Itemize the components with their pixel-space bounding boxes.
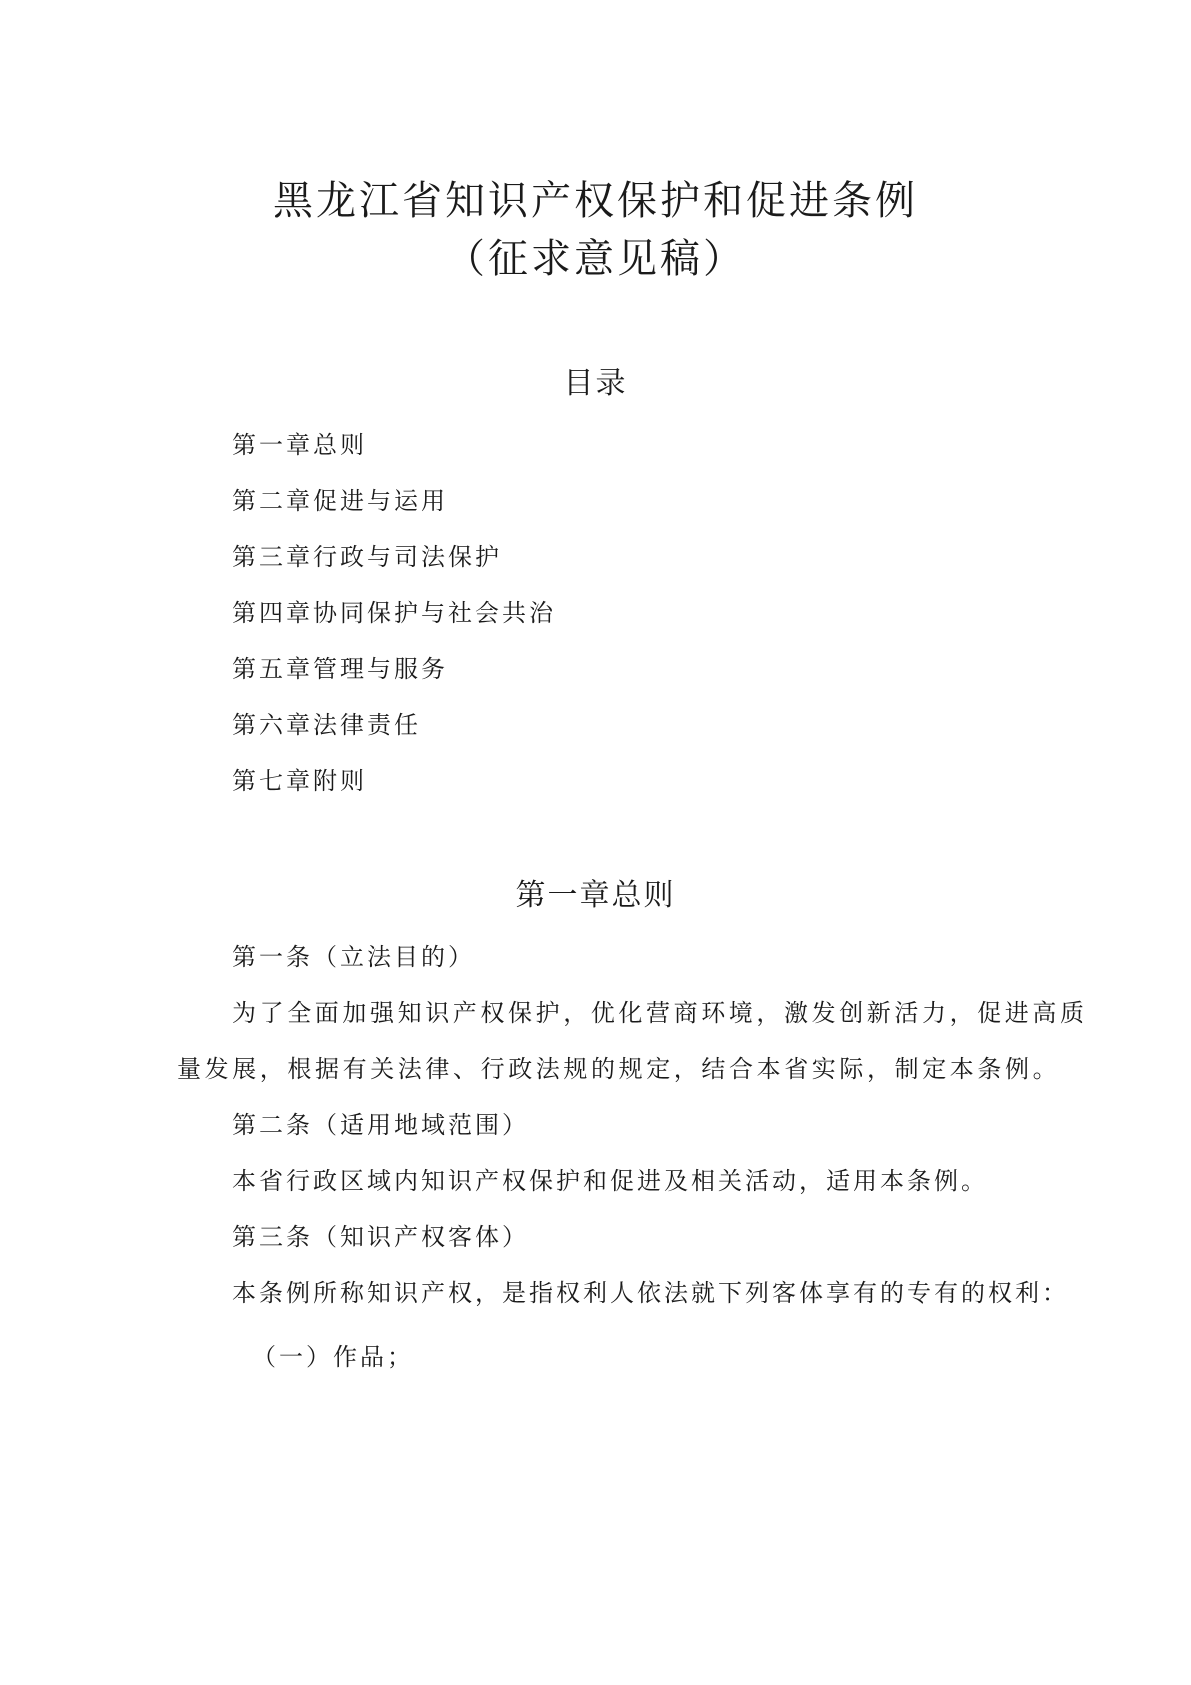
article-1-line-2: 量发展，根据有关法律、行政法规的规定，结合本省实际，制定本条例。 [177, 1055, 1061, 1083]
document-subtitle: （征求意见稿） [445, 236, 746, 282]
chapter-1-heading: 第一章总则 [515, 878, 676, 913]
article-1-title: 第一条（立法目的） [232, 943, 475, 971]
toc-heading: 目录 [563, 366, 628, 401]
toc-item-chapter-1: 第一章总则 [232, 431, 367, 459]
toc-item-chapter-2: 第二章促进与运用 [232, 487, 448, 515]
toc-item-chapter-3: 第三章行政与司法保护 [232, 543, 502, 571]
article-2-text: 本省行政区域内知识产权保护和促进及相关活动，适用本条例。 [232, 1167, 988, 1195]
toc-item-chapter-6: 第六章法律责任 [232, 711, 421, 739]
article-2-title: 第二条（适用地域范围） [232, 1111, 529, 1139]
article-3-text: 本条例所称知识产权，是指权利人依法就下列客体享有的专有的权利： [232, 1279, 1069, 1307]
article-3-title: 第三条（知识产权客体） [232, 1223, 529, 1251]
article-1-line-1: 为了全面加强知识产权保护，优化营商环境，激发创新活力，促进高质 [232, 999, 1088, 1027]
document-title: 黑龙江省知识产权保护和促进条例 [273, 178, 918, 224]
article-3-item-1: （一）作品； [252, 1343, 414, 1371]
toc-item-chapter-4: 第四章协同保护与社会共治 [232, 599, 556, 627]
toc-item-chapter-7: 第七章附则 [232, 767, 367, 795]
toc-item-chapter-5: 第五章管理与服务 [232, 655, 448, 683]
